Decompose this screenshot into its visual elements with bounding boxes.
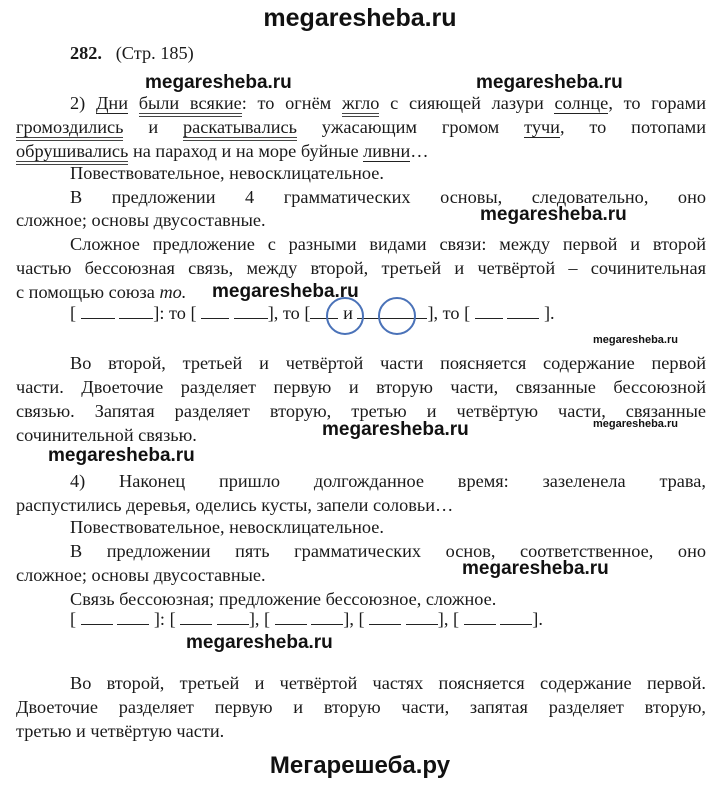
subject: тучи bbox=[524, 117, 560, 137]
analysis-paragraph: Связь бессоюзная; предложение бессоюзное, сложное. bbox=[70, 589, 497, 609]
analysis-paragraph: Повествовательное, невосклицательное. bbox=[70, 163, 384, 183]
sentence-2-line-2: громоздились и раскатывались ужасающим громом тучи, то потопами bbox=[16, 116, 706, 138]
conjunction: то. bbox=[159, 282, 187, 302]
analysis-paragraph: третью и четвёртую части. bbox=[16, 721, 225, 741]
analysis-paragraph: В предложении 4 грамматических основы, следовательно, оно bbox=[70, 187, 706, 207]
sentence-2-line-3: обрушивались на параход и на море буйные ливни… bbox=[16, 140, 706, 162]
analysis-paragraph: сложное; основы двусоставные. bbox=[16, 565, 266, 585]
watermark: megaresheba.ru bbox=[48, 445, 195, 466]
predicate: обрушивались bbox=[16, 141, 128, 165]
task-header bbox=[70, 43, 194, 64]
watermark-small: megaresheba.ru bbox=[593, 418, 678, 430]
predicate: раскатывались bbox=[183, 117, 297, 141]
analysis-paragraph: Повествовательное, невосклицательное. bbox=[70, 517, 384, 537]
analysis-paragraph: сложное; основы двусоставные. bbox=[16, 210, 266, 230]
watermark-top: megaresheba.ru bbox=[263, 4, 457, 32]
analysis-paragraph: Сложное предложение с разными видами связи: между первой и второй bbox=[70, 234, 706, 254]
watermark: megaresheba.ru bbox=[462, 558, 609, 579]
analysis-paragraph: части. Двоеточие разделяет первую и вторую части, связанные бессоюзной bbox=[16, 377, 706, 397]
watermark: megaresheba.ru bbox=[212, 281, 359, 302]
page-reference: (Стр. 185) bbox=[115, 43, 194, 63]
watermark: megaresheba.ru bbox=[145, 72, 292, 93]
analysis-paragraph: частью бессоюзная связь, между второй, третьей и четвёртой – сочинительная bbox=[16, 258, 706, 278]
subject: солнце bbox=[554, 93, 609, 113]
watermark: megaresheba.ru bbox=[476, 72, 623, 93]
watermark-small: megaresheba.ru bbox=[593, 334, 678, 346]
subject: ливни bbox=[363, 141, 411, 161]
watermark: megaresheba.ru bbox=[186, 632, 333, 653]
sentence-2-line-1: 2) Дни были всякие: то огнём жгло с сияющей лазури солнце, то горами bbox=[70, 92, 706, 114]
analysis-paragraph: Во второй, третьей и четвёртой части поясняется содержание первой bbox=[70, 353, 706, 373]
analysis-paragraph: с помощью союза то. bbox=[16, 282, 187, 302]
watermark: megaresheba.ru bbox=[480, 204, 627, 225]
scheme-sentence-2: [ ]: то [ ], то [ и ], то [ ]. bbox=[70, 303, 555, 323]
predicate: громоздились bbox=[16, 117, 123, 141]
analysis-paragraph: Во второй, третьей и четвёртой частях поясняется содержание первой. bbox=[70, 673, 706, 693]
analysis-paragraph: Двоеточие разделяет первую и вторую части, запятая разделяет вторую, bbox=[16, 697, 706, 717]
predicate: жгло bbox=[342, 93, 379, 117]
sentence-4-line-2: распустились деревья, оделись кусты, запели соловьи… bbox=[16, 495, 454, 515]
sentence-4-line-1: 4) Наконец пришло долгожданное время: зазеленела трава, bbox=[70, 471, 706, 491]
circle-mark bbox=[326, 297, 364, 335]
predicate: были всякие bbox=[139, 93, 242, 117]
subject: Дни bbox=[95, 93, 128, 113]
analysis-paragraph: сочинительной связью. bbox=[16, 425, 197, 445]
analysis-paragraph: связью. Запятая разделяет вторую, третью и четвёртую части, связанные bbox=[16, 401, 706, 421]
scheme-sentence-4: [ ]: [ ], [ ], [ ], [ ]. bbox=[70, 609, 543, 629]
task-number: 282. bbox=[70, 43, 102, 63]
watermark: megaresheba.ru bbox=[322, 419, 469, 440]
circle-mark bbox=[378, 297, 416, 335]
analysis-paragraph: В предложении пять грамматических основ, соответственное, оно bbox=[70, 541, 706, 561]
watermark-bottom: Мегарешеба.ру bbox=[269, 752, 451, 779]
